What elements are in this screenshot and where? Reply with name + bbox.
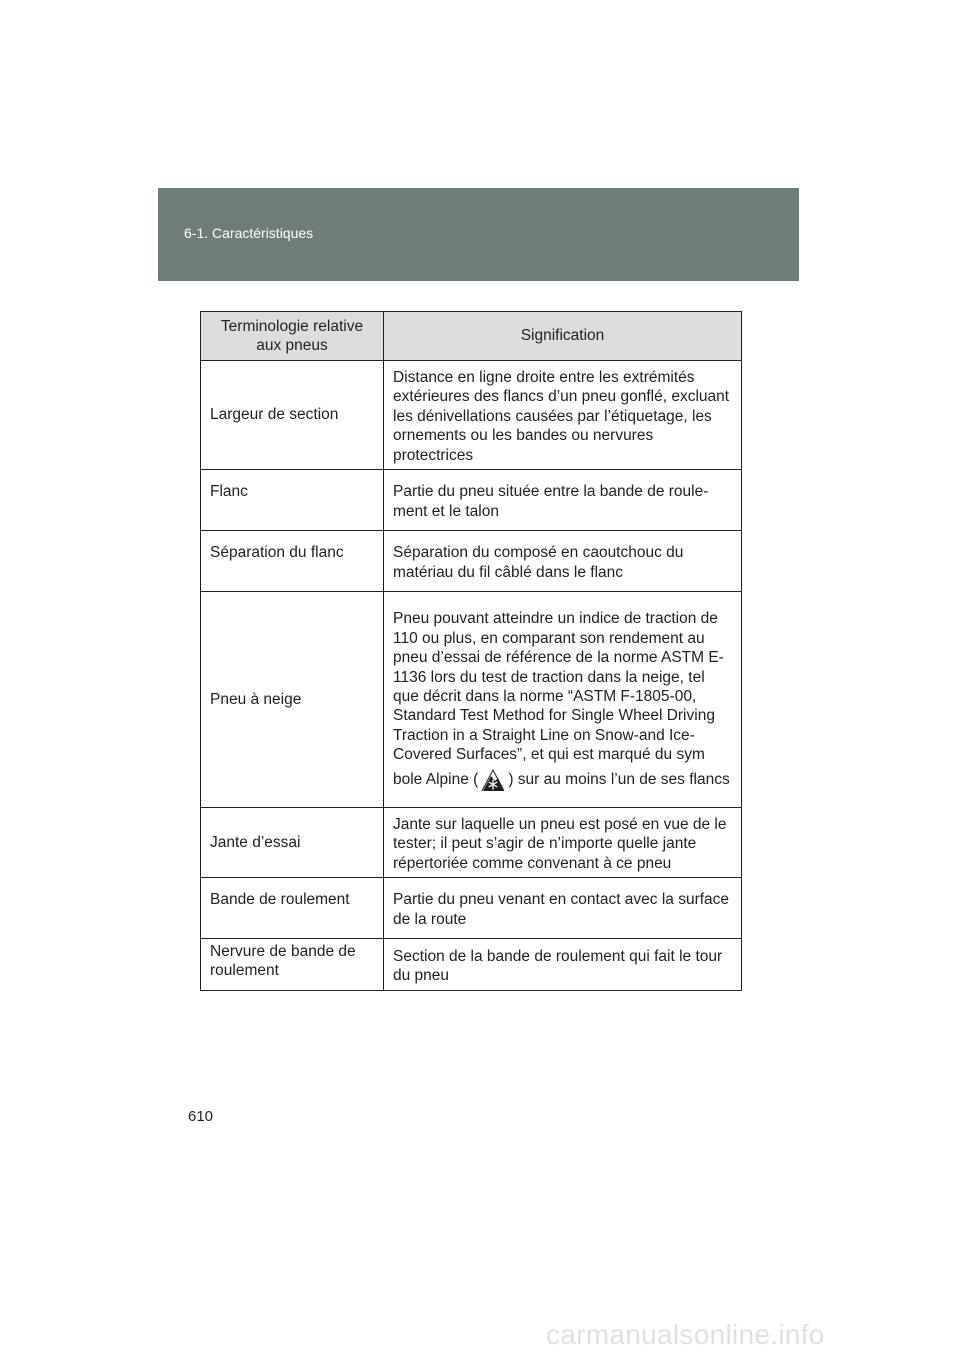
meaning-cell: Séparation du composé en caoutchouc du matériau du fil câblé dans le flanc (384, 531, 742, 592)
table-row (201, 361, 742, 470)
term-cell: Largeur de section (201, 361, 384, 470)
meaning-text: Pneu pouvant atteindre un indice de traction de 110 ou plus, en comparant son rendement au pneu d’essai de référence de la norme ASTM E-1136 lors du test de traction dans la neige, tel que décrit dans la norme “ASTM F-1805-00, Standard Test Method for Single Wheel Driving Traction in a Straight Line on Snow-and Ice-Covered Surfaces”, et qui est marqué du sym (393, 610, 724, 764)
meaning-text-before-icon: bole Alpine ( (393, 770, 479, 788)
table-row (201, 470, 742, 531)
term-cell: Séparation du flanc (201, 531, 384, 592)
section-title: 6-1. Caractéristiques (184, 225, 314, 241)
column-header-meaning: Signification (384, 312, 742, 361)
meaning-cell: Partie du pneu située entre la bande de roulement et le talon (384, 470, 742, 531)
meaning-cell: Distance en ligne droite entre les extrémités extérieures des flancs d’un pneu gonflé, excluant les dénivellations causées par l’étiquetage, les ornements ou les bandes ou nervures protectrices (384, 361, 742, 470)
meaning-cell (384, 592, 742, 808)
meaning-text-after-icon: ) sur au moins l’un de ses flancs (508, 770, 730, 788)
column-header-term: Terminologie relative aux pneus (201, 312, 384, 361)
page-number: 610 (188, 1108, 214, 1125)
table-row (201, 878, 742, 939)
term-cell: Flanc (201, 470, 384, 531)
table-row (201, 808, 742, 878)
table-row (201, 939, 742, 991)
term-cell: Jante d’essai (201, 808, 384, 878)
tire-terminology-table (200, 311, 742, 991)
section-header-band (158, 188, 799, 281)
term-cell: Pneu à neige (201, 592, 384, 808)
table-row (201, 531, 742, 592)
table-header-row (201, 312, 742, 361)
meaning-cell: Section de la bande de roulement qui fait le tour du pneu (384, 939, 742, 991)
watermark: carmanualsonline.info (546, 1319, 825, 1350)
meaning-cell: Partie du pneu venant en contact avec la surface de la route (384, 878, 742, 939)
alpine-symbol-line (393, 767, 732, 793)
term-cell: Nervure de bande de roulement (201, 939, 384, 991)
meaning-cell: Jante sur laquelle un pneu est posé en vue de le tester; il peut s’agir de n’importe quelle jante répertoriée comme convenant à ce pneu (384, 808, 742, 878)
alpine-snowflake-icon (478, 767, 508, 793)
term-cell: Bande de roulement (201, 878, 384, 939)
table-row (201, 592, 742, 808)
